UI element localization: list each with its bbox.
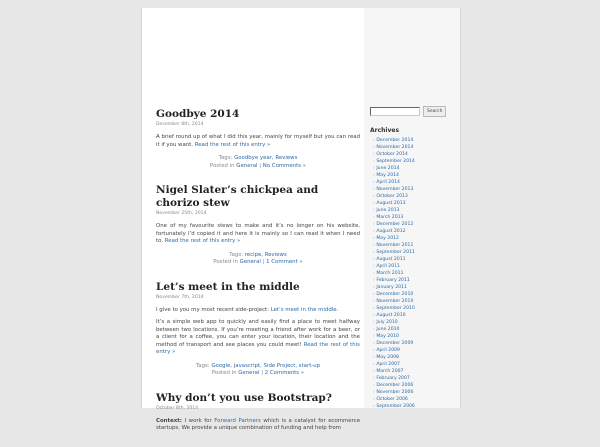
tags-label: Tags: <box>229 251 245 258</box>
archive-item <box>373 235 456 242</box>
archive-item <box>373 263 456 270</box>
archive-item <box>373 151 456 158</box>
post-meta <box>156 155 360 170</box>
search-form <box>370 106 456 117</box>
search-input[interactable] <box>370 107 420 116</box>
archive-link[interactable]: November 2010 <box>376 299 414 304</box>
post-date: November 25th, 2014 <box>156 211 207 216</box>
archive-link[interactable]: June 2010 <box>376 327 400 332</box>
archive-link[interactable]: August 2010 <box>376 313 406 318</box>
archive-link[interactable]: August 2011 <box>376 257 406 262</box>
post-title[interactable]: Let’s meet in the middle <box>156 280 300 293</box>
archive-link[interactable]: May 2010 <box>376 334 399 339</box>
read-more-link[interactable]: Let’s meet in the middle. <box>270 306 339 313</box>
tags-line <box>156 363 360 371</box>
post-list <box>156 108 360 447</box>
archive-link[interactable]: January 2011 <box>376 285 407 290</box>
separator: | <box>260 259 267 265</box>
post-meta <box>156 252 360 267</box>
archive-link[interactable]: July 2010 <box>376 320 398 325</box>
archive-link[interactable]: September 2006 <box>376 404 415 409</box>
post-meta <box>156 363 360 378</box>
archive-link[interactable]: October 2014 <box>376 152 408 157</box>
archive-link[interactable]: March 2013 <box>376 215 404 220</box>
post-excerpt <box>156 223 360 246</box>
posted-in-label: Posted in <box>211 370 239 376</box>
archive-link[interactable]: September 2011 <box>376 250 415 255</box>
archive-item <box>373 214 456 221</box>
post <box>156 392 360 433</box>
category-link[interactable]: General <box>238 370 260 376</box>
archive-item <box>373 340 456 347</box>
archive-item <box>373 389 456 396</box>
archive-link[interactable]: March 2011 <box>376 271 404 276</box>
archive-item <box>373 270 456 277</box>
archive-link[interactable]: December 2012 <box>376 222 414 227</box>
excerpt-text: I work for <box>181 417 215 424</box>
archive-item <box>373 305 456 312</box>
post-title[interactable]: Why don’t you use Bootstrap? <box>156 391 332 404</box>
archive-link[interactable]: February 2011 <box>376 278 410 283</box>
category-link[interactable]: General <box>239 259 261 265</box>
archive-item <box>373 137 456 144</box>
read-more-link[interactable]: Read the rest of this entry » <box>194 141 271 148</box>
archive-item <box>373 291 456 298</box>
post-date: November 7th, 2014 <box>156 294 204 300</box>
archive-item <box>373 382 456 389</box>
archive-link[interactable]: November 2011 <box>376 243 414 248</box>
tags-links[interactable]: Goodbye year, Reviews <box>234 155 298 161</box>
post <box>156 184 360 267</box>
post-title[interactable]: Goodbye 2014 <box>156 108 240 120</box>
archive-link[interactable]: November 2006 <box>376 390 414 395</box>
category-link[interactable]: General <box>236 162 258 169</box>
archive-item <box>373 403 456 410</box>
excerpt-text: I give to you my most recent side-project: <box>156 306 271 313</box>
archive-item <box>373 172 456 179</box>
tags-links[interactable]: recipe, Reviews <box>244 251 287 258</box>
archive-item <box>373 319 456 326</box>
archive-item <box>373 228 456 235</box>
archive-item <box>373 298 456 305</box>
archive-link[interactable]: September 2014 <box>376 159 415 164</box>
archive-item <box>373 179 456 186</box>
archive-item <box>373 144 456 151</box>
read-more-link[interactable]: Read the rest of this entry » <box>164 238 241 244</box>
tags-links[interactable]: Google, javascript, Side Project, start-up <box>211 362 321 369</box>
archive-link[interactable]: October 2013 <box>376 194 408 199</box>
archive-link[interactable]: April 2014 <box>376 180 400 185</box>
tags-line <box>156 155 360 163</box>
archive-item <box>373 256 456 263</box>
archive-item <box>373 242 456 249</box>
post-date: December 8th, 2014 <box>156 122 204 127</box>
archive-item <box>373 165 456 172</box>
archive-link[interactable]: June 2013 <box>376 208 400 213</box>
tags-label: Tags: <box>218 155 235 161</box>
category-line <box>156 259 360 267</box>
archive-item <box>373 249 456 256</box>
archive-item <box>373 186 456 193</box>
post-excerpt <box>156 307 360 315</box>
tags-line <box>156 252 360 260</box>
post-title[interactable]: Nigel Slater’s chickpea and chorizo stew <box>156 184 319 209</box>
archive-link[interactable]: August 2013 <box>376 201 406 206</box>
post-excerpt <box>156 319 360 357</box>
context-label: Context: <box>156 417 182 424</box>
page-wrapper <box>141 8 461 431</box>
archive-link[interactable]: April 2009 <box>376 348 400 353</box>
archive-link[interactable]: November 2014 <box>376 145 414 150</box>
post <box>156 281 360 378</box>
archive-item <box>373 396 456 403</box>
archive-item <box>373 221 456 228</box>
archive-item <box>373 207 456 214</box>
excerpt-text: A brief round up of what I did this year, mainly for myself but you can read it if you want. <box>156 134 360 148</box>
category-line <box>156 370 360 378</box>
archive-item <box>373 312 456 319</box>
archive-link[interactable]: December 2009 <box>376 341 414 346</box>
archive-link[interactable]: May 2008 <box>376 355 399 360</box>
archive-link[interactable]: April 2007 <box>376 362 400 367</box>
archive-item <box>373 326 456 333</box>
category-line <box>156 163 360 171</box>
archive-link[interactable]: March 2007 <box>376 369 404 374</box>
excerpt-text: One of my favourite stews to make and it’s no longer on his website, fortunately I’d copied it and here it is mainly so I can read it when I need to. <box>156 223 360 244</box>
read-more-link[interactable]: Forward Partners <box>214 417 261 424</box>
archive-link[interactable]: December 2006 <box>376 383 414 388</box>
archive-item <box>373 368 456 375</box>
search-button[interactable]: Search <box>423 106 446 117</box>
separator: | <box>259 370 265 376</box>
archive-link[interactable]: April 2011 <box>376 264 400 269</box>
archive-link[interactable]: September 2010 <box>376 306 415 311</box>
archive-item <box>373 200 456 207</box>
post-excerpt <box>156 134 360 149</box>
post-excerpt <box>156 418 360 433</box>
archive-item <box>373 284 456 291</box>
post <box>156 108 360 170</box>
sidebar <box>370 106 456 410</box>
archive-item <box>373 361 456 368</box>
read-more-link[interactable]: Read the rest of this entry » <box>156 341 360 355</box>
archive-item <box>373 277 456 284</box>
excerpt-text: It’s a simple web app to quickly and easily find a place to meet halfway between two locations. If you’re meeting a friend after work for a beer, or a client for a coffee, you can enter your location, their location and the method of transport and see places you could meet! <box>156 319 360 348</box>
archive-link[interactable]: February 2007 <box>376 376 410 381</box>
archive-item <box>373 193 456 200</box>
archive-link[interactable]: June 2014 <box>376 166 400 171</box>
comments-link[interactable]: No Comments » <box>262 162 307 169</box>
archive-link[interactable]: May 2012 <box>376 236 399 241</box>
archive-item <box>373 333 456 340</box>
posted-in-label: Posted in <box>209 162 237 169</box>
posted-in-label: Posted in <box>213 259 240 265</box>
post-date: October 8th, 2014 <box>156 405 199 411</box>
archive-link[interactable]: May 2014 <box>376 173 399 178</box>
archives-list <box>370 137 456 410</box>
archive-item <box>373 354 456 361</box>
archive-item <box>373 375 456 382</box>
archive-link[interactable]: October 2006 <box>376 397 408 402</box>
tags-label: Tags: <box>195 362 212 369</box>
separator: | <box>257 162 263 169</box>
archive-item <box>373 347 456 354</box>
excerpt-text: which is a catalyst for ecommerce startups. We provide a unique combination of funding and help from <box>156 417 361 431</box>
archive-link[interactable]: December 2010 <box>376 292 414 297</box>
comments-link[interactable]: 1 Comment » <box>266 259 303 265</box>
comments-link[interactable]: 2 Comments » <box>264 370 305 376</box>
archive-link[interactable]: December 2014 <box>376 138 414 143</box>
archives-heading: Archives <box>370 127 400 134</box>
archive-item <box>373 158 456 165</box>
archive-link[interactable]: November 2013 <box>376 187 414 192</box>
archive-link[interactable]: August 2012 <box>376 229 406 234</box>
